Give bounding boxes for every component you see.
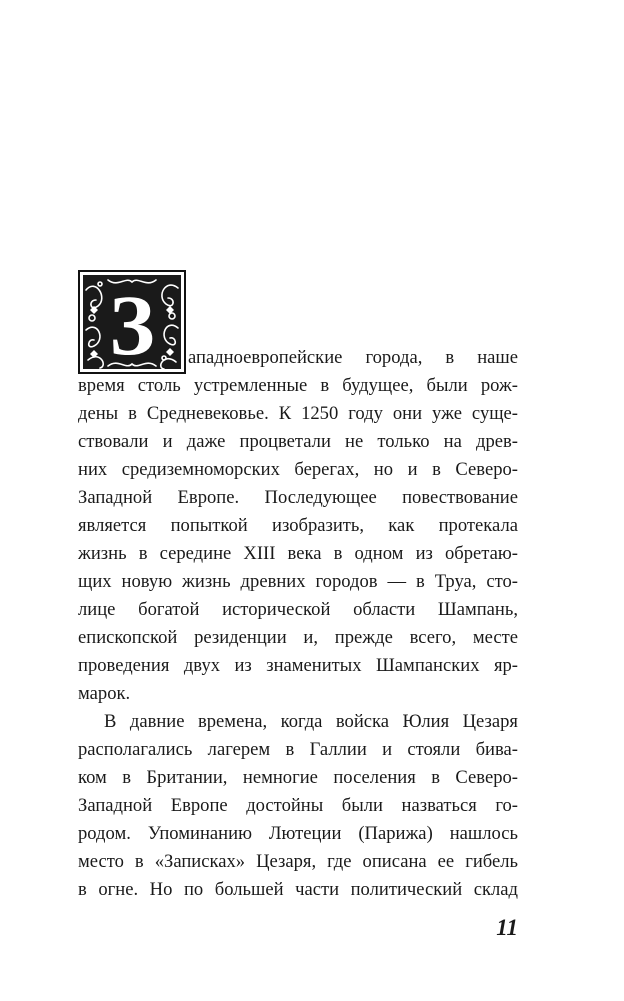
text-line: Западной Европе достойны были назваться го- [78, 795, 518, 816]
text-line: них средиземноморских берегах, но и в Северо- [78, 459, 518, 480]
text-line: В давние времена, когда войска Юлия Цезаря [104, 711, 518, 732]
text-line: время столь устремленные в будущее, были рож- [78, 375, 518, 396]
text-line: ападноевропейские города, в наше [188, 347, 518, 368]
text-line: проведения двух из знаменитых Шампанских яр- [78, 655, 518, 676]
drop-cap [78, 270, 186, 374]
text-line: Западной Европе. Последующее повествование [78, 487, 518, 508]
text-line: место в «Записках» Цезаря, где описана ее гибель [78, 851, 518, 872]
text-line: дены в Средневековье. К 1250 году они уже суще- [78, 403, 518, 424]
text-line: ком в Британии, немногие поселения в Северо- [78, 767, 518, 788]
text-line: является попыткой изобразить, как протекала [78, 515, 518, 536]
text-line: епископской резиденции и, прежде всего, месте [78, 627, 518, 648]
text-line: щих новую жизнь древних городов — в Труа, сто- [78, 571, 518, 592]
text-line: ствовали и даже процветали не только на древ- [78, 431, 518, 452]
text-line: жизнь в середине XIII века в одном из обретаю- [78, 543, 518, 564]
text-line: располагались лагерем в Галлии и стояли бива- [78, 739, 518, 760]
text-line: лице богатой исторической области Шампань, [78, 599, 518, 620]
ornate-drop-cap-icon [78, 270, 186, 374]
text-line: марок. [78, 683, 131, 704]
text-line: в огне. Но по большей части политический склад [78, 879, 518, 900]
drop-cap-letter: З [109, 277, 155, 373]
text-line: родом. Упоминанию Лютеции (Парижа) нашлось [78, 823, 518, 844]
page-number: 11 [496, 915, 518, 940]
